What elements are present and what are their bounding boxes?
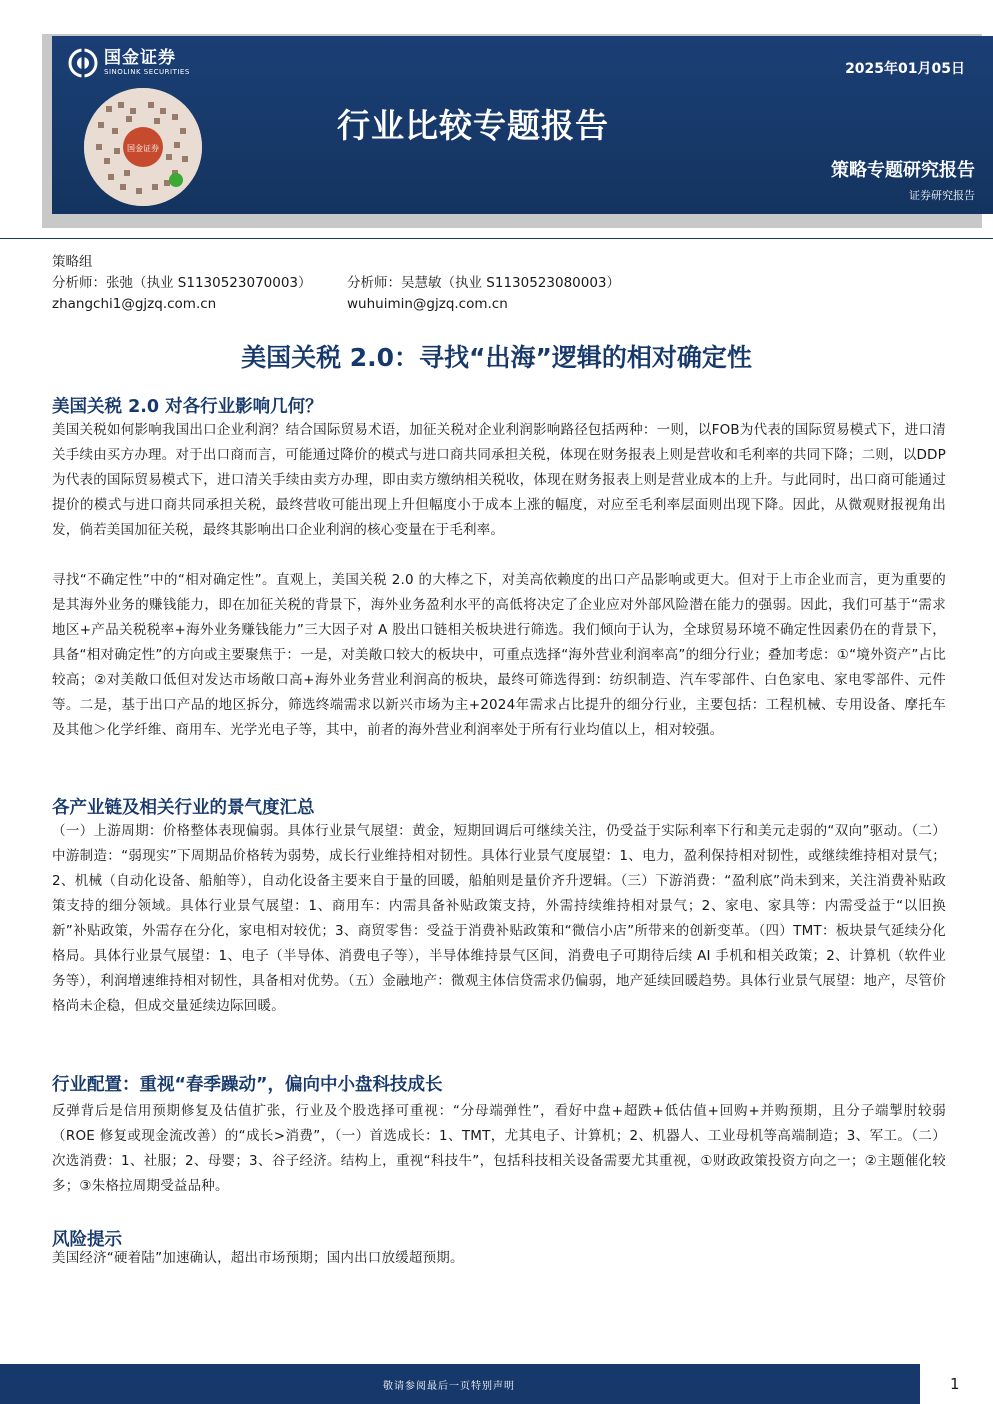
logo-chinese-name: 国金证券 — [104, 48, 176, 68]
report-series: 策略专题研究报告 — [831, 160, 975, 181]
footer-disclaimer-note: 敬请参阅最后一页特别声明 — [383, 1381, 515, 1392]
qr-code-icon — [84, 88, 202, 206]
logo-english-name: SINOLINK SECURITIES — [104, 68, 190, 76]
analyst-1: 分析师：张弛（执业 S1130523070003） — [52, 275, 312, 291]
report-category: 证券研究报告 — [909, 189, 975, 202]
header-divider — [0, 238, 993, 239]
page-number: 1 — [950, 1375, 960, 1393]
paragraph-allocation: 反弹背后是信用预期修复及估值扩张，行业及个股选择可重视：“分母端弹性”，看好中盘+超跌+低估值+回购+并购预期，且分子端掣肘较弱（ROE 修复或现金流改善）的“成长>消费”，（一）首选成长：1、TMT，尤其电子、计算机；2、机器人、工业母机等高端制造；3、军工。（二）次选消费：1、社服；2、母婴；3、谷子经济。结构上，重视“科技牛”，包括科技相关设备需要尤其重视，①财政政策投资方向之一；②主题催化较多；③朱格拉周期受益品种。 — [52, 1103, 946, 1194]
report-type-title: 行业比较专题报告 — [337, 106, 609, 145]
author-block — [52, 252, 620, 315]
qr-badge-text: 国金证券 — [127, 144, 159, 153]
section-heading-allocation: 行业配置：重视“春季躁动”，偏向中小盘科技成长 — [52, 1075, 443, 1095]
sinolink-logo-icon — [68, 48, 98, 78]
paragraph-relative-certainty: 寻找“不确定性”中的“相对确定性”。直观上，美国关税 2.0 的大棒之下，对美高依赖度的出口产品影响或更大。但对于上市企业而言，更为重要的是其海外业务的赚钱能力，即在加征关税的背景下，海外业务盈利水平的高低将决定了企业应对外部风险潜在能力的强弱。因此，我们可基于“需求地区+产品关税税率+海外业务赚钱能力”三大因子对 A 股出口链相关板块进行筛选。我们倾向于认为，全球贸易环境不确定性因素仍在的背景下，具备“相对确定性”的方向或主要聚焦于：一是，对美敞口较大的板块中，可重点选择“海外营业利润率高”的细分行业；叠加考虑：①“境外资产”占比较高；②对美敞口低但对发达市场敞口高+海外业务营业利润高的板块，最终可筛选得到：纺织制造、汽车零部件、白色家电、家电零部件、元件等。二是，基于出口产品的地区拆分，筛选终端需求以新兴市场为主+2024年需求占比提升的细分行业，主要包括：工程机械、专用设备、摩托车及其他＞化学纤维、商用车、光学光电子等，其中，前者的海外营业利润率处于所有行业均值以上，相对较强。 — [52, 572, 946, 738]
analyst-2: 分析师：吴慧敏（执业 S1130523080003） — [347, 275, 621, 291]
team-name: 策略组 — [52, 254, 93, 270]
page-footer — [0, 1364, 993, 1404]
header-banner — [52, 36, 993, 214]
section-heading-industry-outlook: 各产业链及相关行业的景气度汇总 — [52, 798, 315, 818]
paragraph-industry-outlook: （一）上游周期：价格整体表现偏弱。具体行业景气展望：黄金，短期回调后可继续关注，仍受益于实际利率下行和美元走弱的“双向”驱动。（二）中游制造：“弱现实”下周期品价格转为弱势，成长行业维持相对韧性。具体行业景气度展望：1、电力，盈利保持相对韧性，或继续维持相对景气；2、机械（自动化设备、船舶等），自动化设备主要来自于量的回暖，船舶则是量价齐升逻辑。（三）下游消费：“盈利底”尚未到来，关注消费补贴政策支持的细分领域。具体行业景气展望：1、商用车：内需具备补贴政策支持，外需持续维持相对景气；2、家电、家具等：内需受益于“以旧换新”补贴政策，外需存在分化，家电相对较优；3、商贸零售：受益于消费补贴政策和“微信小店”所带来的创新变革。（四）TMT：板块景气延续分化格局。具体行业景气展望：1、电子（半导体、消费电子等），半导体维持景气区间，消费电子可期待后续 AI 手机和相关政策；2、计算机（软件业务等），利润增速维持相对韧性，具备相对优势。（五）金融地产：微观主体信贷需求仍偏弱，地产延续回暖趋势。具体行业景气展望：地产，尽管价格尚未企稳，但成交量延续边际回暖。 — [52, 823, 946, 1014]
company-logo — [68, 48, 190, 78]
report-title: 美国关税 2.0：寻找“出海”逻辑的相对确定性 — [241, 343, 752, 372]
section-heading-tariff-impact: 美国关税 2.0 对各行业影响几何？ — [52, 397, 323, 417]
section-heading-risk: 风险提示 — [52, 1230, 122, 1250]
analyst-2-email[interactable]: wuhuimin@gjzq.com.cn — [347, 296, 508, 312]
paragraph-tariff-mechanism: 美国关税如何影响我国出口企业利润？结合国际贸易术语，加征关税对企业利润影响路径包括两种：一则，以FOB为代表的国际贸易模式下，进口清关手续由买方办理。对于出口商而言，可能通过降价的模式与进口商共同承担关税，体现在财务报表上则是营收和毛利率的共同下降；二则，以DDP为代表的国际贸易模式下，进口清关手续由卖方办理，即由卖方缴纳相关税收，体现在财务报表上则是营业成本的上升。与此同时，出口商可能通过提价的模式与进口商共同承担关税，最终营收可能出现上升但幅度小于成本上涨的幅度，对应至毛利率层面则出现下降。因此，从微观财报视角出发，倘若美国加征关税，最终其影响出口企业利润的核心变量在于毛利率。 — [52, 422, 946, 538]
paragraph-risk: 美国经济“硬着陆”加速确认，超出市场预期；国内出口放缓超预期。 — [52, 1250, 464, 1266]
wechat-qr-code — [84, 88, 202, 206]
report-date: 2025年01月05日 — [845, 61, 965, 77]
footer-bar — [0, 1364, 920, 1404]
analyst-1-email[interactable]: zhangchi1@gjzq.com.cn — [52, 296, 217, 312]
